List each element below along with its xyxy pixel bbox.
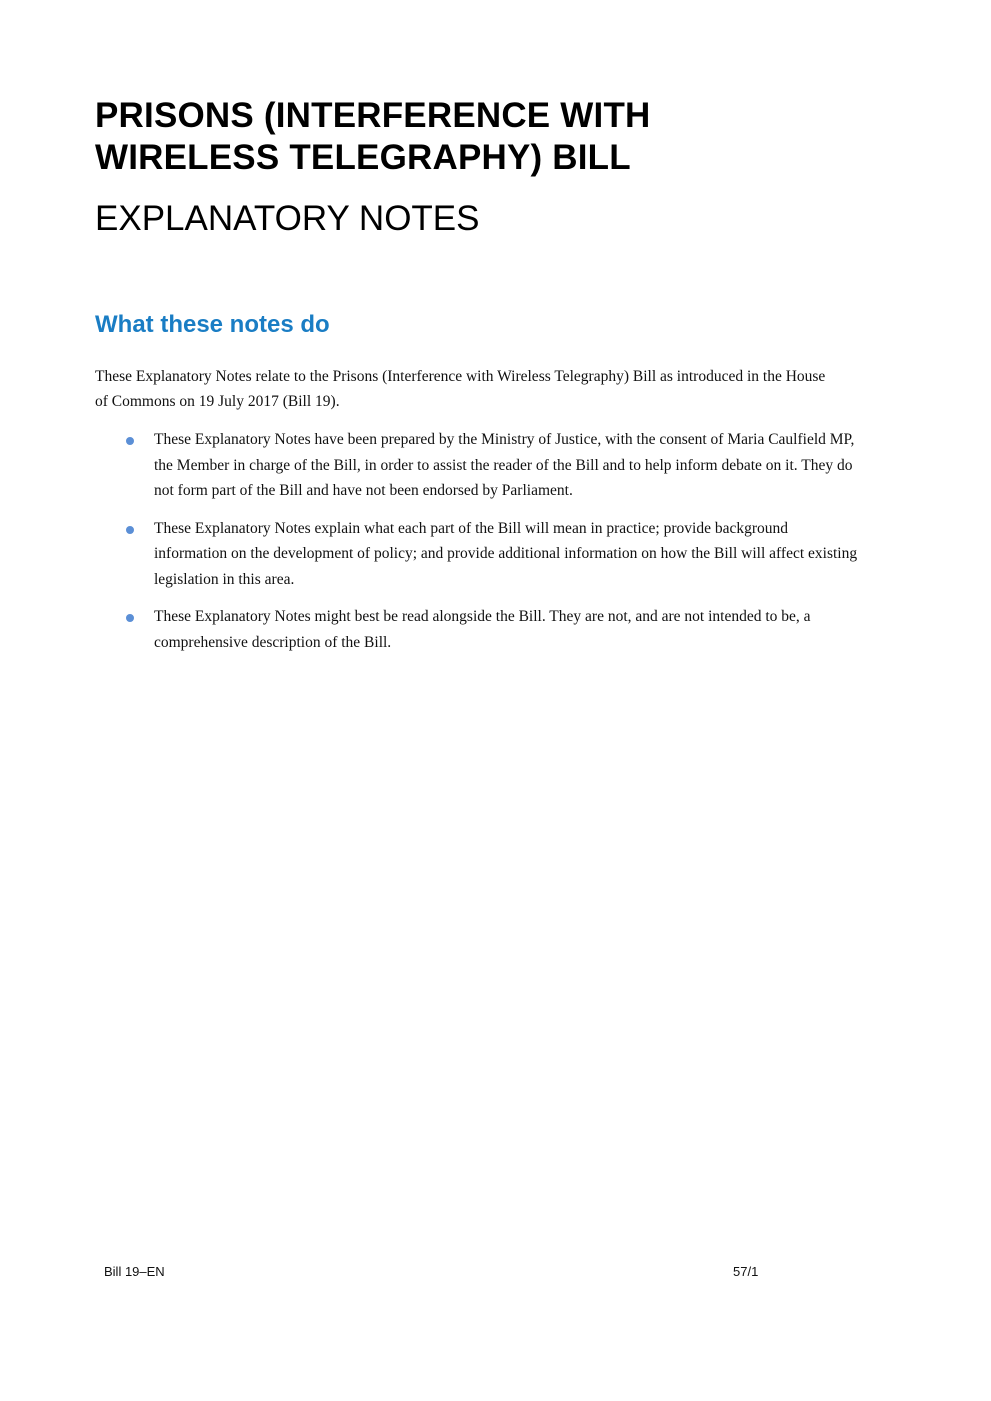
bullet-dot-icon [126,526,134,534]
footer-page-code: 57/1 [733,1264,759,1279]
bullet-text: These Explanatory Notes have been prepared by the Ministry of Justice, with the consent of Maria Caulfield MP, the Member in charge of the Bill, in order to assist the reader of the Bill and to help inform debate on it. They do not form part of the Bill and have not been endorsed by Parliament. [154,431,855,499]
document-subtitle: EXPLANATORY NOTES [95,199,480,238]
bullet-text: These Explanatory Notes might best be read alongside the Bill. They are not, and are not intended to be, a comprehensive description of the Bill. [154,608,811,651]
list-item [122,604,862,655]
bullet-text: These Explanatory Notes explain what each part of the Bill will mean in practice; provide background information on the development of policy; and provide additional information on how the Bill will affect existing legislation in this area. [154,519,858,588]
document-title [95,95,651,179]
title-line-2: WIRELESS TELEGRAPHY) BILL [95,138,631,177]
title-line-1: PRISONS (INTERFERENCE WITH [95,96,651,135]
section-heading: What these notes do [95,311,330,338]
list-item [122,427,862,504]
bullet-list [122,427,862,667]
bullet-dot-icon [126,437,134,445]
list-item [122,516,862,593]
bullet-dot-icon [126,614,134,622]
intro-paragraph: These Explanatory Notes relate to the Prisons (Interference with Wireless Telegraphy) Bill as introduced in the House of Commons on 19 July 2017 (Bill 19). [95,368,826,410]
footer-bill-reference: Bill 19–EN [104,1264,165,1279]
